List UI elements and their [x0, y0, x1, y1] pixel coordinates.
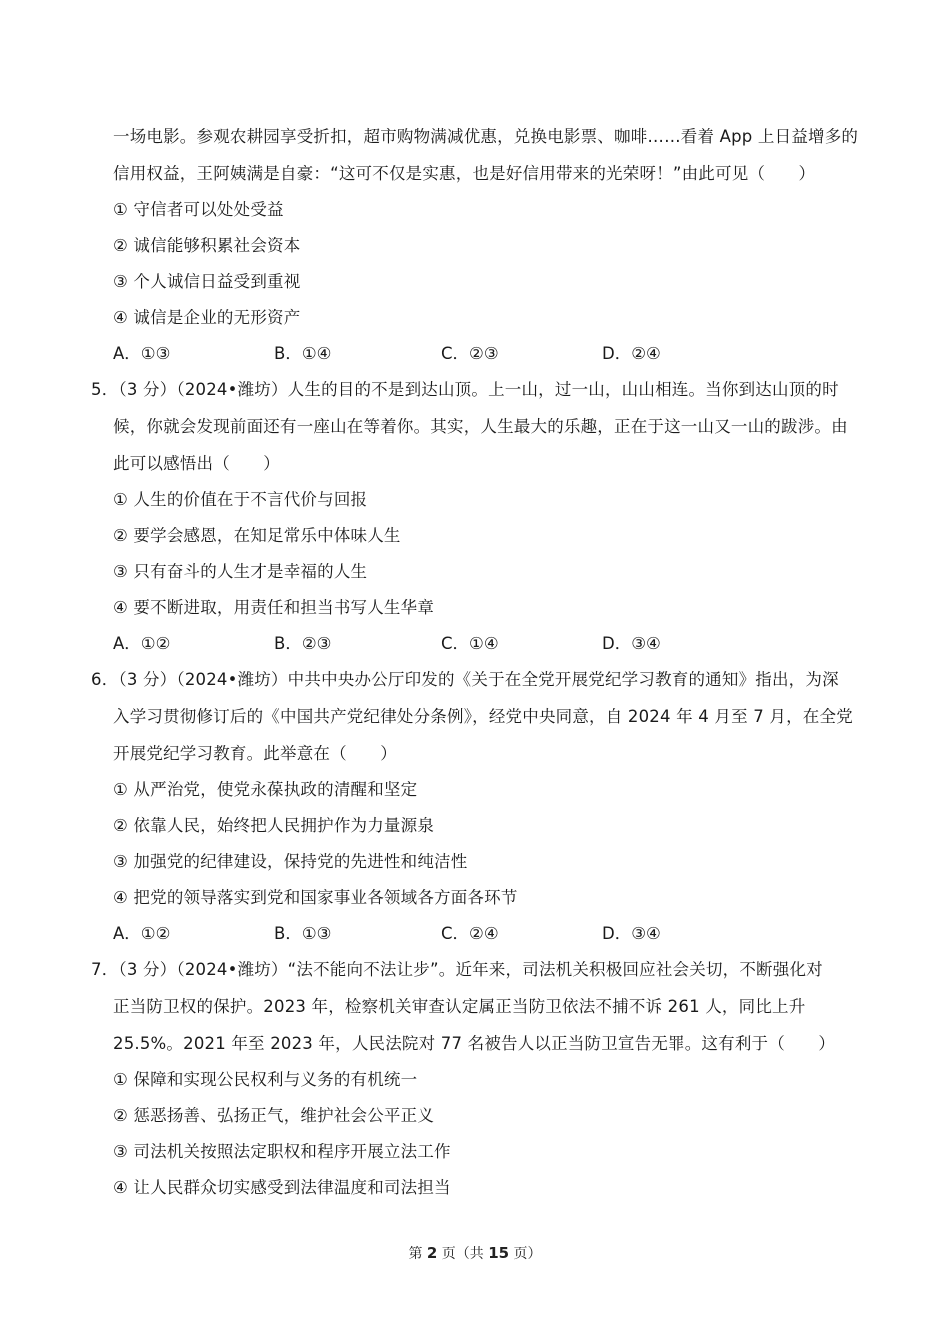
- question-stem: 6．（3 分）（2024•潍坊）中共中央办公厅印发的《关于在全党开展党纪学习教育的通知》指出，为深: [91, 670, 839, 689]
- choice-d[interactable]: D．③④: [602, 634, 661, 653]
- choice-a[interactable]: A．①②: [113, 634, 171, 653]
- question-text-line: 候，你就会发现前面还有一座山在等着你。其实，人生最大的乐趣，正在于这一山又一山的跋涉。由: [113, 417, 848, 436]
- question-text-line: 信用权益，王阿姨满是自豪：“这可不仅是实惠，也是好信用带来的光荣呀！”由此可见（ ）: [113, 164, 816, 183]
- choice-c[interactable]: C．②④: [441, 924, 499, 943]
- statement-option: ① 人生的价值在于不言代价与回报: [113, 490, 368, 509]
- choice-c[interactable]: C．①④: [441, 634, 499, 653]
- question-text-line: 25.5%。2021 年至 2023 年，人民法院对 77 名被告人以正当防卫宣告无罪。这有利于（ ）: [113, 1034, 836, 1053]
- statement-option: ③ 司法机关按照法定职权和程序开展立法工作: [113, 1142, 451, 1161]
- footer-middle: 页（共: [437, 1246, 489, 1262]
- question-text-line: 正当防卫权的保护。2023 年，检察机关审查认定属正当防卫依法不捕不诉 261 人，同比上升: [113, 997, 806, 1016]
- statement-option: ③ 个人诚信日益受到重视: [113, 272, 301, 291]
- question-stem: 5．（3 分）（2024•潍坊）人生的目的不是到达山顶。上一山，过一山，山山相连。当你到达山顶的时: [91, 380, 839, 399]
- statement-option: ① 从严治党，使党永葆执政的清醒和坚定: [113, 780, 418, 799]
- answer-choices: [113, 632, 813, 656]
- statement-option: ③ 只有奋斗的人生才是幸福的人生: [113, 562, 368, 581]
- statement-option: ① 守信者可以处处受益: [113, 200, 284, 219]
- choice-b[interactable]: B．①④: [274, 344, 332, 363]
- question-text-line: 此可以感悟出（ ）: [113, 454, 280, 473]
- statement-option: ① 保障和实现公民权利与义务的有机统一: [113, 1070, 418, 1089]
- page-footer: [0, 1242, 950, 1265]
- question-stem: 7．（3 分）（2024•潍坊）“法不能向不法让步”。近年来，司法机关积极回应社会关切，不断强化对: [91, 960, 823, 979]
- choice-a[interactable]: A．①③: [113, 344, 171, 363]
- statement-option: ② 依靠人民，始终把人民拥护作为力量源泉: [113, 816, 435, 835]
- statement-option: ② 诚信能够积累社会资本: [113, 236, 301, 255]
- statement-option: ② 惩恶扬善、弘扬正气，维护社会公平正义: [113, 1106, 435, 1125]
- statement-option: ④ 要不断进取，用责任和担当书写人生华章: [113, 598, 435, 617]
- statement-option: ② 要学会感恩，在知足常乐中体味人生: [113, 526, 401, 545]
- statement-option: ④ 诚信是企业的无形资产: [113, 308, 301, 327]
- choice-d[interactable]: D．③④: [602, 924, 661, 943]
- question-text-line: 入学习贯彻修订后的《中国共产党纪律处分条例》，经党中央同意，自 2024 年 4 月至 7 月，在全党: [113, 707, 853, 726]
- current-page-number: 2: [426, 1244, 438, 1262]
- answer-choices: [113, 922, 813, 946]
- choice-b[interactable]: B．②③: [274, 634, 332, 653]
- footer-suffix: 页）: [509, 1246, 542, 1262]
- statement-option: ④ 让人民群众切实感受到法律温度和司法担当: [113, 1178, 451, 1197]
- choice-c[interactable]: C．②③: [441, 344, 499, 363]
- choice-a[interactable]: A．①②: [113, 924, 171, 943]
- statement-option: ③ 加强党的纪律建设，保持党的先进性和纯洁性: [113, 852, 468, 871]
- footer-prefix: 第: [408, 1246, 427, 1262]
- choice-d[interactable]: D．②④: [602, 344, 661, 363]
- total-page-count: 15: [488, 1244, 510, 1262]
- question-text-line: 一场电影。参观农耕园享受折扣，超市购物满减优惠，兑换电影票、咖啡……看着 App 上日益增多的: [113, 127, 859, 146]
- statement-option: ④ 把党的领导落实到党和国家事业各领域各方面各环节: [113, 888, 518, 907]
- choice-b[interactable]: B．①③: [274, 924, 332, 943]
- answer-choices: [113, 342, 813, 366]
- question-text-line: 开展党纪学习教育。此举意在（ ）: [113, 744, 397, 763]
